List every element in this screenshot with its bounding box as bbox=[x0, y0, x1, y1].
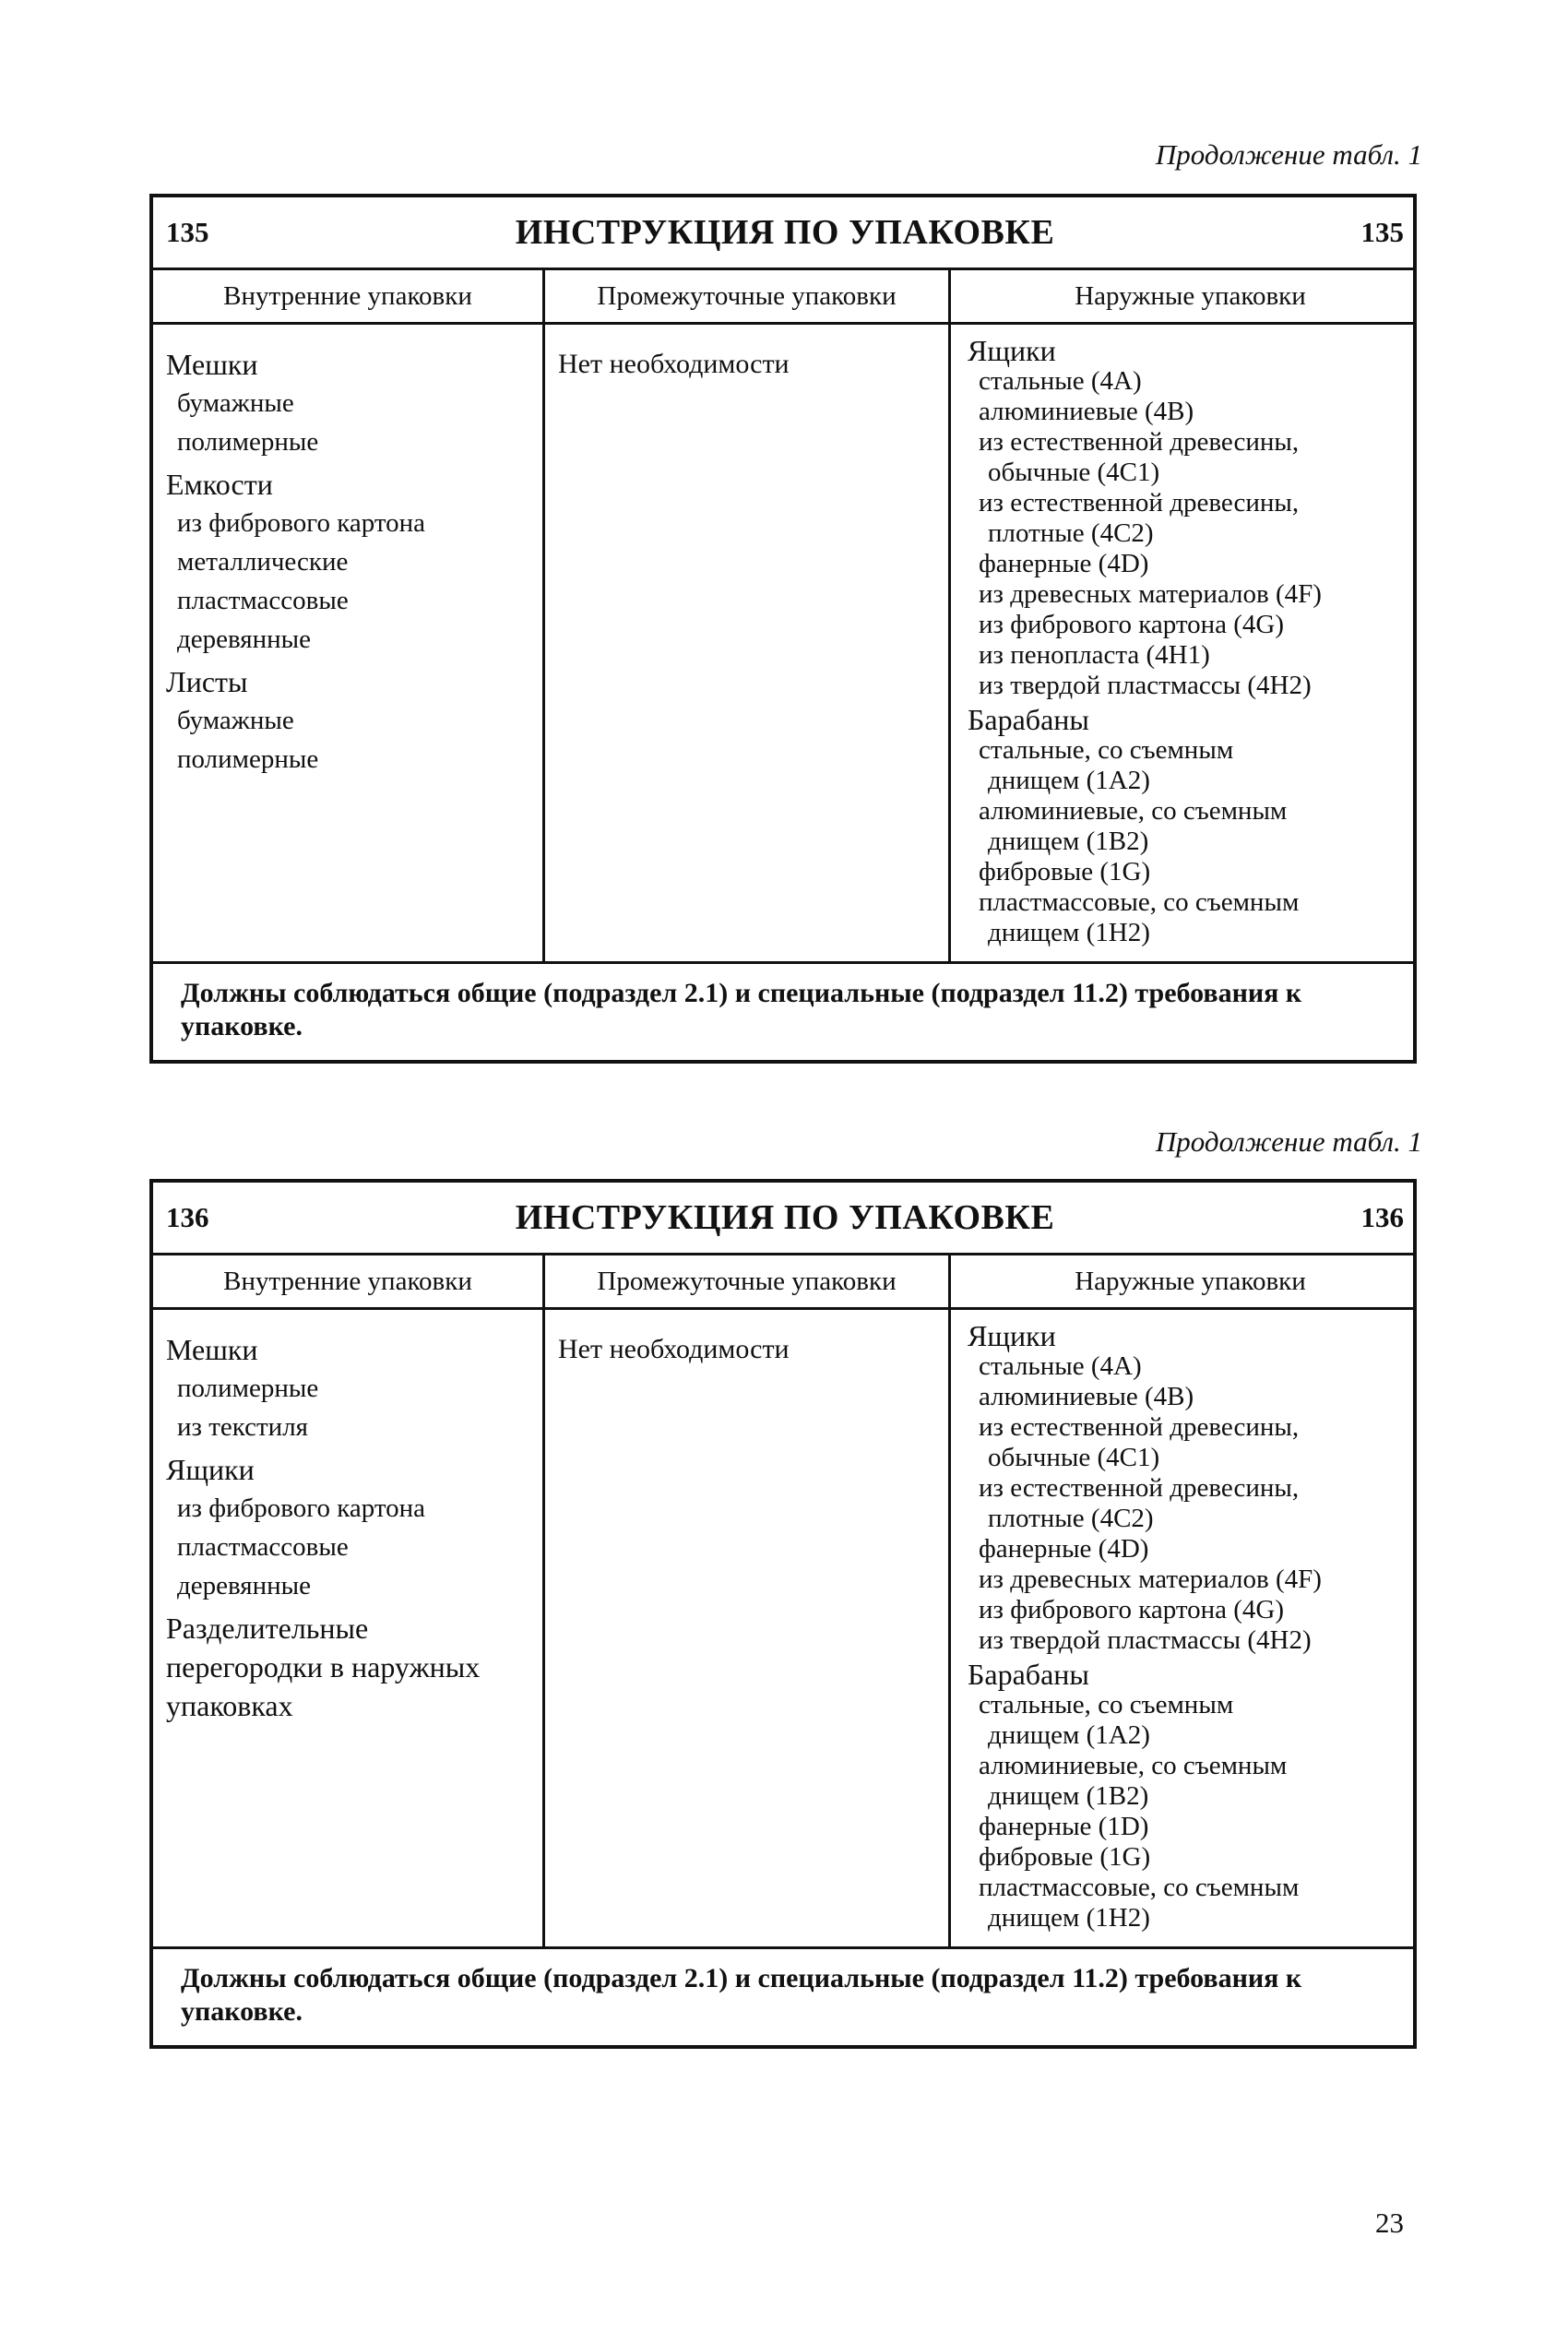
inner-packaging-group bbox=[166, 465, 529, 659]
item-line: из древесных материалов (4F) bbox=[979, 579, 1322, 609]
item-continuation-line: плотные (4C2) bbox=[988, 518, 1154, 548]
list-item: бумажные bbox=[177, 388, 294, 418]
list-item bbox=[968, 488, 1400, 549]
inner-packaging-group bbox=[166, 345, 529, 461]
item-line: из естественной древесины, bbox=[979, 427, 1300, 457]
column-header-outer: Наружные упаковки bbox=[948, 1255, 1413, 1307]
inner-packagings-cell bbox=[153, 1310, 542, 1946]
inner-packaging-group bbox=[166, 1330, 529, 1446]
page-number: 23 bbox=[1375, 2207, 1404, 2239]
list-item bbox=[968, 887, 1400, 948]
continuation-label: Продолжение табл. 1 bbox=[1155, 138, 1422, 171]
requirements-note: Должны соблюдаться общие (подраздел 2.1) и специальные (подраздел 11.2) требования к упаковке. bbox=[181, 1963, 1302, 2027]
table-title-row bbox=[153, 1183, 1413, 1255]
item-line: из твердой пластмассы (4H2) bbox=[979, 671, 1312, 700]
list-item bbox=[968, 1812, 1400, 1842]
item-continuation-line: днищем (1H2) bbox=[988, 918, 1150, 947]
list-item bbox=[968, 549, 1400, 579]
intermediate-packagings-cell bbox=[542, 1310, 948, 1946]
list-item bbox=[968, 1473, 1400, 1534]
item-line: стальные (4A) bbox=[979, 366, 1142, 396]
item-continuation-line: днищем (1B2) bbox=[988, 1781, 1149, 1811]
list-item bbox=[968, 857, 1400, 887]
item-line: фибровые (1G) bbox=[979, 857, 1151, 886]
item-line: стальные, со съемным bbox=[979, 735, 1234, 765]
group-title: Ящики bbox=[968, 334, 1056, 367]
packing-instruction-table bbox=[149, 1179, 1417, 2049]
outer-packaging-group bbox=[968, 705, 1400, 948]
item-line: из твердой пластмассы (4H2) bbox=[979, 1625, 1312, 1655]
list-item bbox=[968, 640, 1400, 671]
list-item bbox=[968, 1625, 1400, 1656]
item-line: стальные, со съемным bbox=[979, 1690, 1234, 1719]
instruction-number-left: 135 bbox=[166, 216, 209, 248]
group-title: Барабаны bbox=[968, 1658, 1089, 1691]
column-header-row bbox=[153, 270, 1413, 325]
item-continuation-line: днищем (1H2) bbox=[988, 1903, 1150, 1933]
item-line: алюминиевые (4B) bbox=[979, 1382, 1194, 1411]
list-item: из фибрового картона bbox=[177, 508, 426, 538]
outer-packaging-group bbox=[968, 336, 1400, 701]
list-item bbox=[968, 1351, 1400, 1382]
list-item: из фибрового картона bbox=[177, 1493, 426, 1523]
item-line: из естественной древесины, bbox=[979, 1412, 1300, 1442]
list-item: полимерные bbox=[177, 427, 319, 457]
list-item: бумажные bbox=[177, 706, 294, 735]
item-line: фанерные (4D) bbox=[979, 549, 1149, 578]
item-line: из пенопласта (4H1) bbox=[979, 640, 1210, 670]
item-line: фибровые (1G) bbox=[979, 1842, 1151, 1872]
item-continuation-line: обычные (4C1) bbox=[988, 1443, 1160, 1472]
item-line: пластмассовые, со съемным bbox=[979, 1873, 1300, 1902]
intermediate-packagings-cell bbox=[542, 325, 948, 961]
packing-instruction-table bbox=[149, 194, 1417, 1064]
list-item: полимерные bbox=[177, 744, 319, 774]
column-header-intermediate: Промежуточные упаковки bbox=[542, 270, 948, 322]
group-title: Барабаны bbox=[968, 703, 1089, 736]
instruction-number-right: 136 bbox=[1360, 1201, 1404, 1233]
list-item bbox=[968, 671, 1400, 701]
intermediate-text: Нет необходимости bbox=[558, 1334, 790, 1364]
table-title-row bbox=[153, 197, 1413, 270]
item-line: пластмассовые, со съемным bbox=[979, 887, 1300, 917]
column-header-outer: Наружные упаковки bbox=[948, 270, 1413, 322]
item-continuation-line: днищем (1B2) bbox=[988, 827, 1149, 856]
item-line: алюминиевые, со съемным bbox=[979, 1751, 1288, 1780]
instruction-number-left: 136 bbox=[166, 1201, 209, 1233]
table-body-row bbox=[153, 325, 1413, 964]
item-line: из фибрового картона (4G) bbox=[979, 1595, 1285, 1624]
list-item bbox=[968, 735, 1400, 796]
column-header-intermediate: Промежуточные упаковки bbox=[542, 1255, 948, 1307]
outer-packagings-cell bbox=[948, 325, 1413, 961]
list-item bbox=[968, 397, 1400, 427]
instruction-number-right: 135 bbox=[1360, 216, 1404, 248]
item-line: из естественной древесины, bbox=[979, 488, 1300, 518]
list-item: металлические bbox=[177, 547, 349, 577]
outer-packagings-cell bbox=[948, 1310, 1413, 1946]
group-title: Емкости bbox=[166, 468, 273, 501]
list-item bbox=[968, 1751, 1400, 1812]
outer-packaging-group bbox=[968, 1660, 1400, 1933]
list-item bbox=[968, 1873, 1400, 1933]
list-item bbox=[968, 1690, 1400, 1751]
item-line: алюминиевые (4B) bbox=[979, 397, 1194, 426]
list-item bbox=[968, 1565, 1400, 1595]
item-continuation-line: днищем (1A2) bbox=[988, 766, 1150, 795]
list-item: пластмассовые bbox=[177, 586, 349, 615]
item-continuation-line: плотные (4C2) bbox=[988, 1504, 1154, 1533]
group-title: Ящики bbox=[166, 1453, 255, 1486]
group-title: Листы bbox=[166, 665, 248, 698]
list-item: деревянные bbox=[177, 625, 312, 654]
requirements-note: Должны соблюдаться общие (подраздел 2.1) и специальные (подраздел 11.2) требования к упаковке. bbox=[181, 978, 1302, 1041]
item-line: из фибрового картона (4G) bbox=[979, 610, 1285, 639]
item-line: стальные (4A) bbox=[979, 1351, 1142, 1381]
group-title: Разделительные перегородки в наружных упаковках bbox=[166, 1612, 481, 1722]
list-item bbox=[968, 796, 1400, 857]
list-item bbox=[968, 366, 1400, 397]
item-line: из древесных материалов (4F) bbox=[979, 1565, 1322, 1594]
inner-packaging-group bbox=[166, 1609, 529, 1725]
table-title: ИНСТРУКЦИЯ ПО УПАКОВКЕ bbox=[515, 1198, 1055, 1237]
group-title: Ящики bbox=[968, 1319, 1056, 1352]
table-body-row bbox=[153, 1310, 1413, 1949]
group-title: Мешки bbox=[166, 348, 258, 381]
column-header-inner: Внутренние упаковки bbox=[223, 280, 472, 311]
list-item bbox=[968, 1534, 1400, 1565]
item-continuation-line: днищем (1A2) bbox=[988, 1720, 1150, 1750]
item-line: фанерные (4D) bbox=[979, 1534, 1149, 1564]
inner-packaging-group bbox=[166, 1450, 529, 1605]
group-title: Мешки bbox=[166, 1333, 258, 1366]
intermediate-text: Нет необходимости bbox=[558, 349, 790, 379]
list-item: пластмассовые bbox=[177, 1532, 349, 1562]
list-item bbox=[968, 1382, 1400, 1412]
inner-packagings-cell bbox=[153, 325, 542, 961]
continuation-label: Продолжение табл. 1 bbox=[1155, 1125, 1422, 1158]
list-item bbox=[968, 427, 1400, 488]
list-item bbox=[968, 610, 1400, 640]
column-header-inner: Внутренние упаковки bbox=[223, 1266, 472, 1296]
list-item: деревянные bbox=[177, 1571, 312, 1600]
list-item bbox=[968, 1842, 1400, 1873]
item-line: из естественной древесины, bbox=[979, 1473, 1300, 1503]
table-title: ИНСТРУКЦИЯ ПО УПАКОВКЕ bbox=[515, 213, 1055, 252]
list-item bbox=[968, 1412, 1400, 1473]
column-header-row bbox=[153, 1255, 1413, 1310]
item-continuation-line: обычные (4C1) bbox=[988, 458, 1160, 487]
item-line: алюминиевые, со съемным bbox=[979, 796, 1288, 826]
item-line: фанерные (1D) bbox=[979, 1812, 1149, 1841]
list-item: из текстиля bbox=[177, 1412, 309, 1442]
list-item bbox=[968, 579, 1400, 610]
list-item bbox=[968, 1595, 1400, 1625]
inner-packaging-group bbox=[166, 662, 529, 779]
list-item: полимерные bbox=[177, 1374, 319, 1403]
outer-packaging-group bbox=[968, 1321, 1400, 1656]
